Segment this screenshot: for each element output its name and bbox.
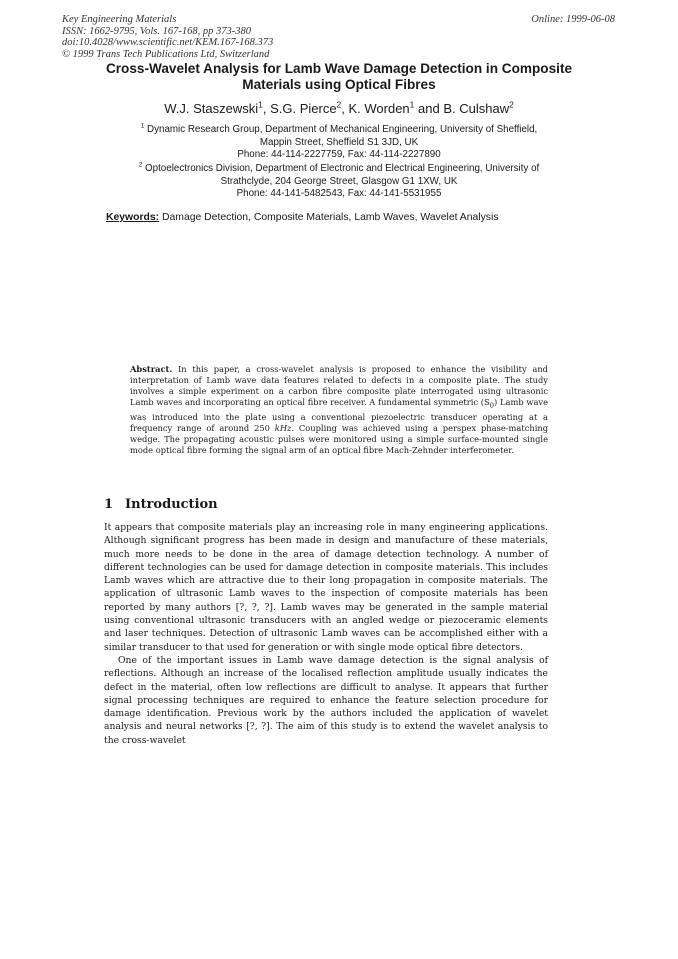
affiliation-line: Optoelectronics Division, Department of Electronic and Electrical Engineering, University of Strathclyde, 204 George Street, Glasgow G1 1XW, UK — [145, 163, 540, 187]
author-name: B. Culshaw — [443, 101, 510, 116]
title-line-1: Cross-Wavelet Analysis for Lamb Wave Damage Detection in Composite — [105, 61, 573, 76]
abstract-text: In this paper, a cross-wavelet analysis is proposed to enhance the visibility and interpretation of Lamb wave data features related to defects in a composite plate. The study involves a simple experiment on a carbon fibre composite plate interrogated using ultrasonic Lamb waves and incorporating an optical fibre receiver. A fundamental symmetric (S — [130, 364, 548, 408]
affiliation-mark: 1 — [258, 99, 263, 110]
affiliation-2 — [0, 163, 678, 201]
author-separator: and — [418, 101, 440, 116]
frequency-unit: kHz — [274, 423, 292, 434]
author-name: W.J. Staszewski — [164, 101, 259, 116]
doi-line: doi:10.4028/www.scientific.net/KEM.167-168.373 — [62, 37, 274, 48]
affiliation-1 — [0, 124, 678, 162]
affiliation-mark: 2 — [509, 99, 514, 110]
keywords — [106, 212, 499, 223]
affiliation-mark: 2 — [336, 99, 342, 110]
abstract-text: . Coupling was achieved using a perspex phase-matching wedge. The propagating acoustic pulses were monitored using a simple surface-mounted single mode optical fibre forming the signal arm of an optical fibre Mach-Zehnder interferometer. — [130, 423, 548, 456]
affiliation-mark: 1 — [140, 122, 145, 130]
journal-header — [62, 14, 273, 60]
paragraph: It appears that composite materials play an increasing role in many engineering applications. Although significant progress has been made in design and manufacture of these materials, much more needs to be done in the area of damage detection technology. A number of different technologies can be used for damage detection in composite materials. This includes Lamb waves which are attractive due to their long propagation in composite materials. The application of ultrasonic Lamb waves to the inspection of composite materials has been reported by many authors [?, ?, ?]. Lamb waves may be generated in the sample material using conventional ultrasonic transducers with an angled wedge or piezoceramic elements and laser techniques. Detection of ultrasonic Lamb waves can be accomplished either with a similar transducer to that used for generation or with single mode optical fibre detectors. — [104, 522, 548, 653]
section-heading — [104, 497, 218, 512]
journal-name: Key Engineering Materials — [62, 14, 177, 25]
body-text — [104, 521, 548, 747]
abstract-subscript: 0 — [489, 401, 495, 410]
keywords-label: Keywords: — [106, 212, 160, 223]
online-date: Online: 1999-06-08 — [531, 14, 615, 25]
paper-title — [0, 61, 678, 93]
affiliation-phone: Phone: 44-141-5482543, Fax: 44-141-5531955 — [236, 188, 442, 199]
affiliation-line: Mappin Street, Sheffield S1 3JD, UK — [259, 136, 419, 148]
paragraph: One of the important issues in Lamb wave damage detection is the signal analysis of reflections. Although an increase of the localised reflection amplitude usually indicates the defect in the material, often low reflections are difficult to analyse. It appears that further signal processing techniques are required to enhance the feature selection procedure for damage identification. Previous work by the authors included the application of wavelet analysis and neural networks [?, ?]. The aim of this study is to extend the wavelet analysis to the cross-wavelet — [104, 654, 548, 746]
affiliation-phone: Phone: 44-114-2227759, Fax: 44-114-2227890 — [237, 149, 441, 160]
keywords-text: Damage Detection, Composite Materials, Lamb Waves, Wavelet Analysis — [162, 212, 499, 223]
affiliation-mark: 2 — [138, 161, 143, 169]
affiliation-line: Dynamic Research Group, Department of Mechanical Engineering, University of Sheffield, — [147, 124, 538, 135]
section-title: Introduction — [125, 497, 218, 512]
section-number: 1 — [104, 497, 114, 512]
author-name: S.G. Pierce — [270, 101, 337, 116]
author-name: K. Worden — [348, 101, 410, 116]
copyright-line: © 1999 Trans Tech Publications Ltd, Switzerland — [62, 48, 270, 60]
abstract-label: Abstract. — [130, 364, 173, 374]
author-list: W.J. Staszewski$^1$, S.G. Pierce$^2$, K. Worden$^1$ and B. Culshaw$^2$ — [164, 99, 514, 116]
title-line-2: Materials using Optical Fibres — [242, 77, 436, 92]
abstract-text: ) Lamb wave was introduced into the plate using a conventional piezoelectric transducer operating at a frequency range of around 250 — [130, 397, 549, 434]
affiliation-mark: 1 — [409, 99, 415, 110]
abstract — [130, 364, 548, 456]
issn-line: ISSN: 1662-9795, Vols. 167-168, pp 373-380 — [62, 25, 251, 37]
